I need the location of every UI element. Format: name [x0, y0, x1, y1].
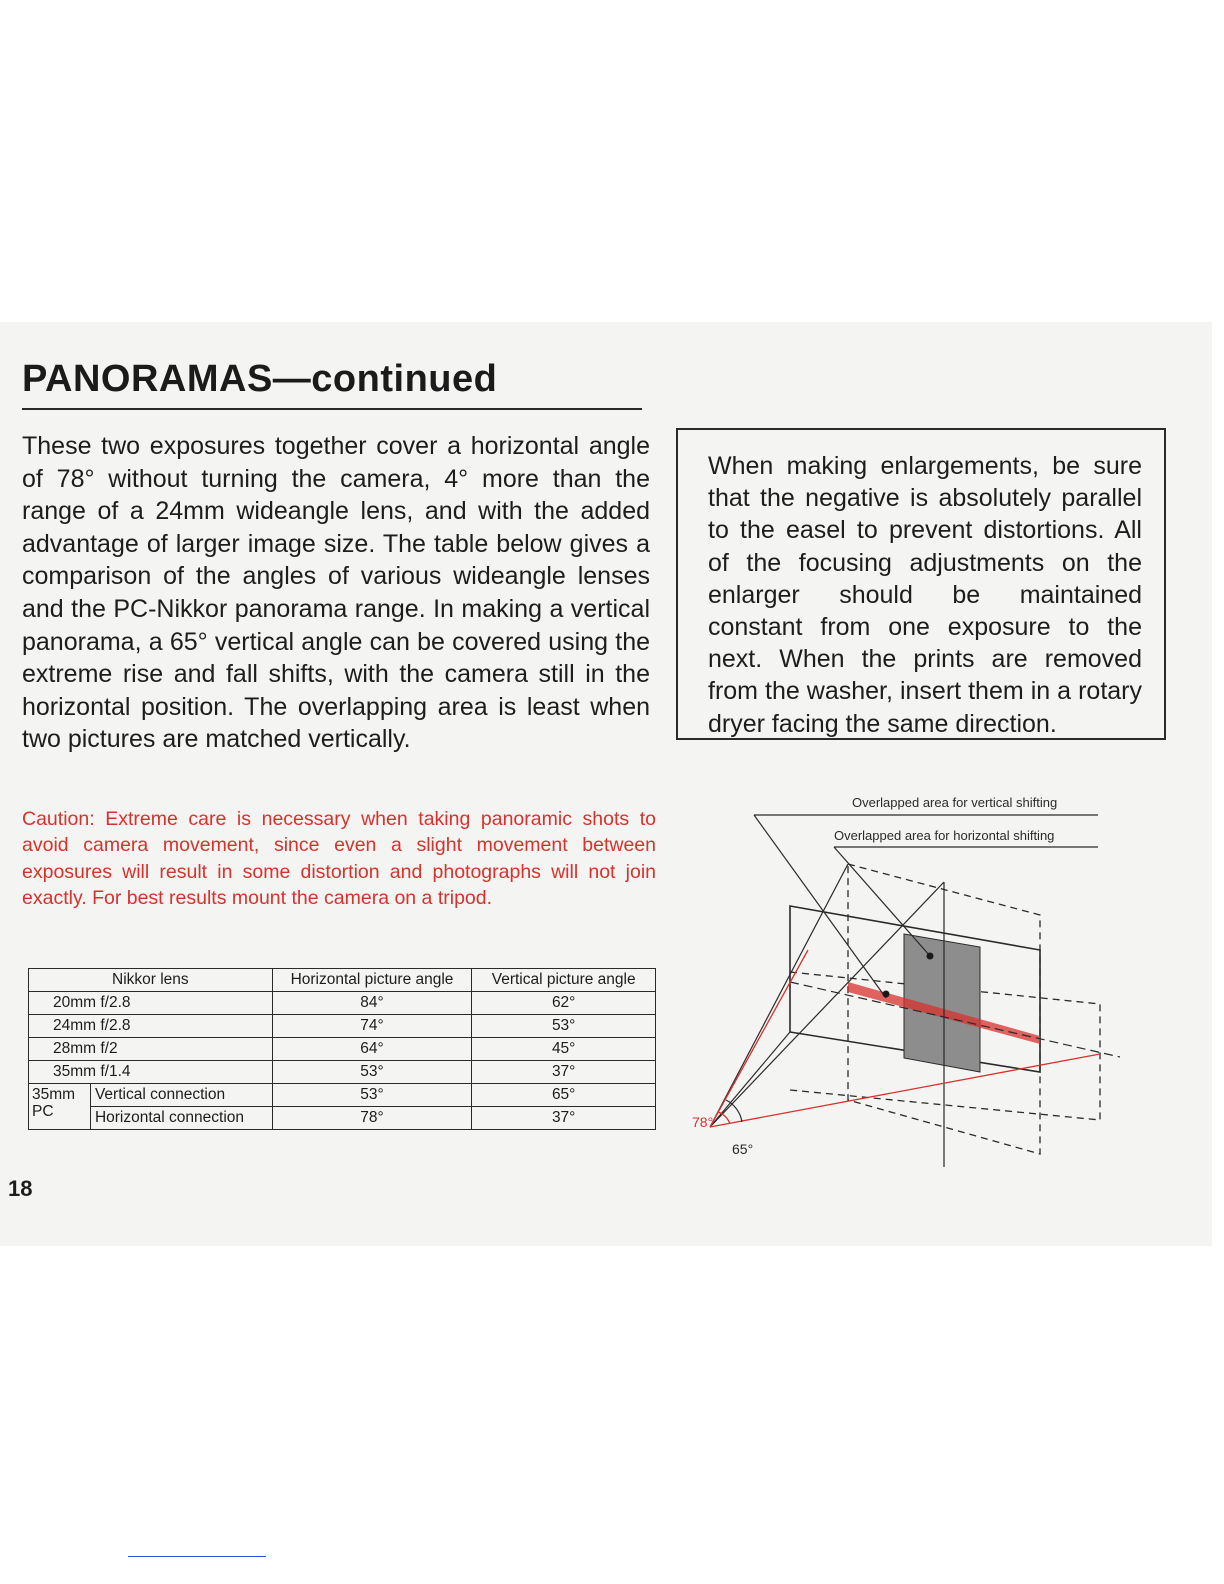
lens-name: 28mm f/2 [29, 1038, 273, 1061]
table-row [29, 1061, 656, 1084]
horizontal-overlap-label: Overlapped area for horizontal shifting [834, 828, 1055, 843]
vertical-angle: 45° [472, 1038, 656, 1061]
connection-type: Horizontal connection [90, 1107, 272, 1130]
connection-type: Vertical connection [90, 1084, 272, 1107]
caution-note: Caution: Extreme care is necessary when taking panoramic shots to avoid camera movement, since even a slight movement between exposures will result in some distortion and photographs will not join exactly. For best results mount the camera on a tripod. [22, 808, 656, 910]
horizontal-angle: 64° [272, 1038, 472, 1061]
column-header-vertical: Vertical picture angle [472, 969, 656, 992]
link-underline [128, 1556, 266, 1557]
lens-angle-table [28, 968, 656, 1130]
table-header-row [29, 969, 656, 992]
table-row [29, 1107, 656, 1130]
overlap-point [883, 991, 890, 998]
vertical-angle-arc [726, 1100, 742, 1122]
page-number: 18 [8, 1176, 33, 1201]
pc-lens-label-line1: 35mm [32, 1086, 76, 1103]
vertical-angle: 37° [472, 1107, 656, 1130]
vertical-angle: 37° [472, 1061, 656, 1084]
horizontal-angle: 74° [272, 1015, 472, 1038]
vertical-angle-label: 65° [732, 1141, 754, 1157]
table-row [29, 1038, 656, 1061]
vertical-angle: 62° [472, 992, 656, 1015]
column-header-lens: Nikkor lens [29, 969, 273, 992]
enlargement-note-box [676, 428, 1166, 740]
pc-lens-label-line2: PC [32, 1103, 54, 1120]
perspective-line [710, 864, 848, 1127]
overlap-point [927, 953, 934, 960]
horizontal-angle: 53° [272, 1084, 472, 1107]
horizontal-angle: 78° [272, 1107, 472, 1130]
vertical-angle: 53° [472, 1015, 656, 1038]
lens-name: 24mm f/2.8 [29, 1015, 273, 1038]
horizontal-angle-label: 78° [692, 1114, 714, 1130]
horizontal-angle: 84° [272, 992, 472, 1015]
horizontal-angle: 53° [272, 1061, 472, 1084]
horizontal-angle-arc [718, 1112, 730, 1124]
body-paragraph: These two exposures together cover a horizontal angle of 78° without turning the camera, 4° more than the range of a 24mm wideangle lens, and with the added advantage of larger image size. The table below gives a comparison of the angles of various wideangle lenses and the PC-Nikkor panorama range. In making a vertical panorama, a 65° vertical angle can be covered using the extreme rise and fall shifts, with the camera still in the horizontal position. The overlapping area is least when two pictures are matched vertically. [22, 432, 650, 754]
lens-name: 35mm f/1.4 [29, 1061, 273, 1084]
table-row [29, 1015, 656, 1038]
vertical-angle: 65° [472, 1084, 656, 1107]
title-underline [22, 408, 642, 410]
enlargement-note-text: When making enlargements, be sure that the negative is absolutely parallel to the easel to prevent distortions. All of the focusing adjustments on the enlarger should be maintained constant from one exposure to the next. When the prints are removed from the washer, insert them in a rotary dryer facing the same direction. [708, 452, 1142, 738]
vertical-overlap-label: Overlapped area for vertical shifting [852, 795, 1058, 810]
lens-name: 20mm f/2.8 [29, 992, 273, 1015]
panorama-diagram [680, 782, 1130, 1172]
page-title: PANORAMAS—continued [22, 358, 498, 400]
red-ray [710, 950, 808, 1127]
column-header-horizontal: Horizontal picture angle [272, 969, 472, 992]
table-row [29, 992, 656, 1015]
pc-lens-label [29, 1084, 91, 1130]
table-row [29, 1084, 656, 1107]
perspective-line [710, 1032, 790, 1127]
